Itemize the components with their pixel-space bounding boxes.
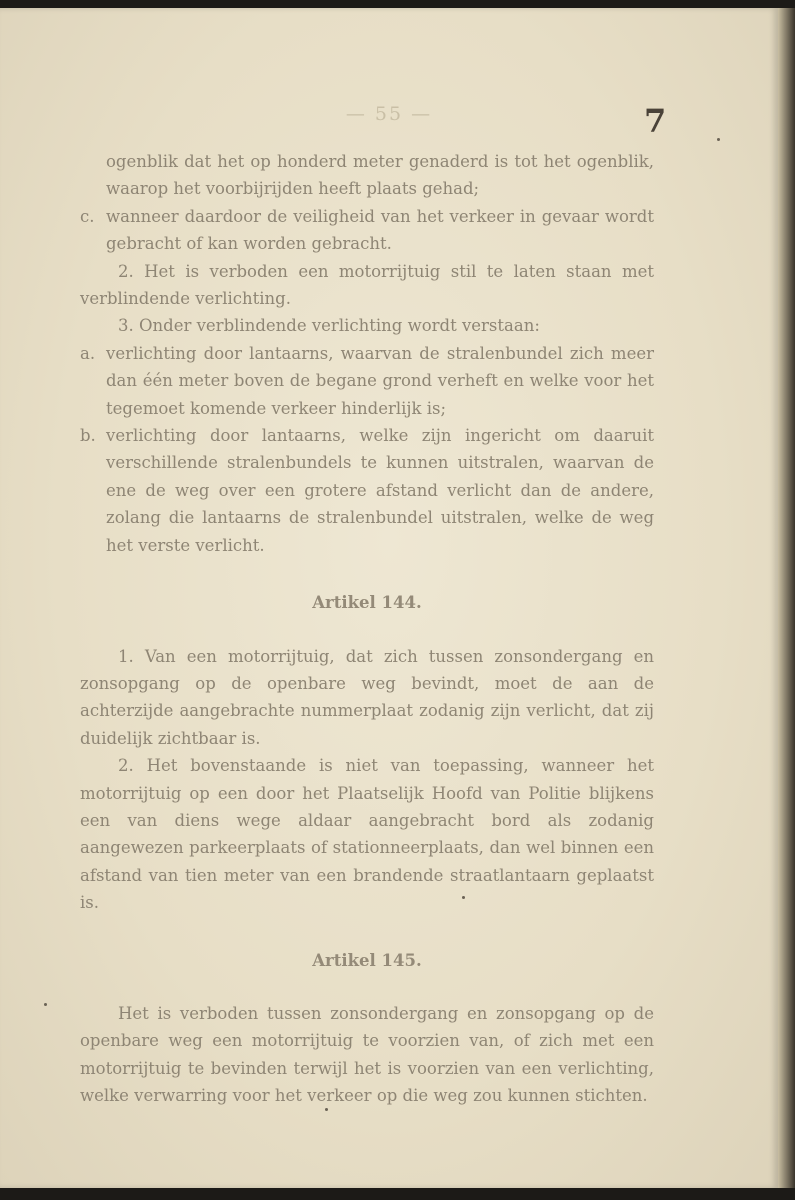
page-edge [778, 8, 795, 1188]
page-folio: — 55 — [345, 103, 433, 125]
list-item-b [80, 422, 654, 559]
list-label: b. [80, 426, 96, 446]
paragraph-3: 3. Onder verblindende verlichting wordt verstaan: [118, 316, 540, 336]
document-page [0, 8, 778, 1188]
article-144-paragraph-2: 2. Het bovenstaande is niet van toepassing, wanneer het motorrijtuig op een door het Plaatselijk Hoofd van Politie blijkens een van diens wege aldaar aangebracht bord als zodanig aangewezen parkeerplaats of stationneerplaats, dan wel binnen een afstand van tien meter van een brandende straatlantaarn geplaatst is. [80, 756, 654, 913]
article-144-heading: Artikel 144. [312, 593, 422, 613]
list-text: verlichting door lantaarns, welke zijn ingericht om daaruit verschillende stralenbundels te kunnen uitstralen, waarvan de ene de weg over een grotere afstand verlicht dan de andere, zolang die lantaarns de stralenbundel uitstralen, welke de weg het verste verlicht. [106, 426, 654, 555]
paper-fleck [44, 1003, 47, 1006]
article-145-paragraph-1: Het is verboden tussen zonsondergang en zonsopgang op de openbare weg een motorrijtuig te voorzien van, of zich met een motorrijtuig te bevinden terwijl het is voorzien van een verlichting, welke verwarring voor het verkeer op die weg zou kunnen stichten. [80, 1003, 654, 1106]
body-text [80, 148, 654, 1110]
paper-fleck [325, 1108, 328, 1111]
paragraph-continuation: ogenblik dat het op honderd meter genaderd is tot het ogenblik, waarop het voorbijrijden heeft plaats gehad; [106, 152, 654, 199]
article-145-heading: Artikel 145. [312, 950, 422, 970]
list-item-a [80, 340, 654, 422]
article-144-paragraph-1: 1. Van een motorrijtuig, dat zich tussen zonsondergang en zonsopgang op de openbare weg bevindt, moet de aan de achterzijde aangebrachte nummerplaat zodanig zijn verlicht, dat zij duidelijk zichtbaar is. [80, 646, 654, 748]
paragraph-2: 2. Het is verboden een motorrijtuig stil te laten staan met verblindende verlichting. [80, 261, 654, 309]
paper-fleck [717, 138, 720, 141]
list-item-c [80, 203, 654, 258]
list-label: c. [80, 206, 95, 226]
paper-fleck [462, 896, 465, 899]
list-text: verlichting door lantaarns, waarvan de stralenbundel zich meer dan één meter boven de begane grond verheft en welke voor het tegemoet komende verkeer hinderlijk is; [106, 343, 654, 418]
sheet-number: 7 [644, 102, 667, 140]
list-text: wanneer daardoor de veiligheid van het verkeer in gevaar wordt gebracht of kan worden gebracht. [106, 206, 654, 254]
list-label: a. [80, 343, 96, 363]
